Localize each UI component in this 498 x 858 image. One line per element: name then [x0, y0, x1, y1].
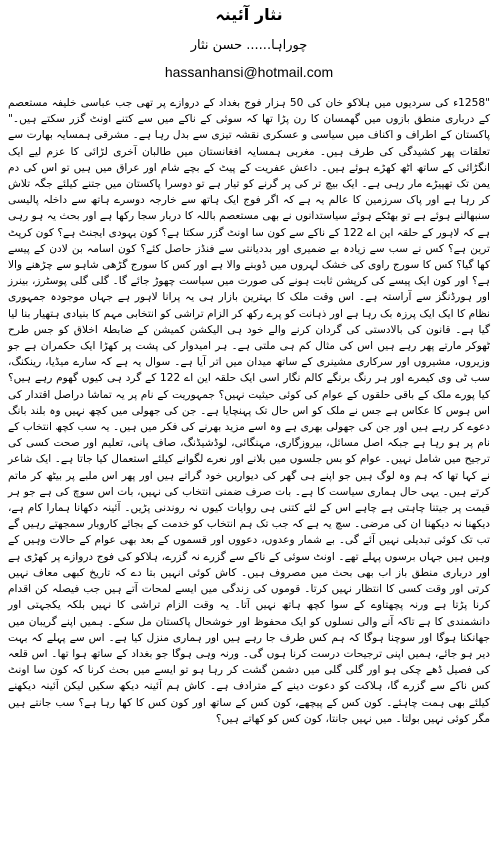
article-text: "1258ء کی سردیوں میں ہلاکو خان کی 50 ہزار فوج بغداد کے دروازے پر تھی جب عباسی خلیفہ مستعصم کے درباری منطق بازوں میں گھمسان کا رن پڑا تھا کہ سوئی کے ناکے میں سے کتنے اونٹ گزر سکتے ہیں۔" پاکستان کے اطراف و اکناف میں سیاسی و عسکری نقشہ تیزی سے بدل رہا ہے۔ مشرقی ہمسایہ بھارت سے تعلقات پھر کشیدگی کی طرف ہیں۔ مغربی ہمسایہ افغانستان میں طالبان آخری لڑائی کا عزم لیے ایک انگڑائی کے ساتھ اٹھ کھڑے ہوئے ہیں۔ داعش عفریت کے پیٹ کے بچے شام اور عراق میں ہیں تو اس کی دم یمن تک تھپیڑے مار رہی ہے۔ ایک بیچ تر کی پر گرنے کو تیار ہے تو دوسرا پاکستان میں جتنے کیلئے جگہ تلاش کر رہا ہے اور پاک سرزمین کا عالم یہ ہے کہ اگر فوج ایک ہاتھ سے خارجہ دوسرے ہاتھ سے داخلہ پالیسی سنبھالنے ہوئے ہے تو بھٹکے ہوئے سیاستدانوں نے بھی مستعصم باللہ کا دربار سجا رکھا ہے اور بحث یہ ہو رہی ہے کہ لاہور کے حلقہ این اے 122 کے ناکے سے کون سا اونٹ گزر سکتا ہے؟ کون یہودی ایجنٹ ہے؟ کون کرپٹ ترین ہے؟ کس نے سب سے زیادہ بے ضمیری اور بددیانتی سے فنڈز حاصل کئے؟ کون اسامہ بن لادن کے پیسے کھا گیا؟ کس کا سورج راوی کی خشک لہروں میں ڈوبنے والا ہے اور کس کا سورج گڑھی شاہو سے چڑھنے والا ہے؟ اور کون ایک پیسے کی کرپشن ثابت ہونے کی صورت میں سیاست چھوڑ جائے گا۔ گلی گلی پوسٹرز، بینرز اور ہورڈنگز سے آراستہ ہے۔ اس وقت ملک کا بہترین بازار ہی یہ پرانا لاہور ہے جہاں موجودہ جمہوری نظام کا ایک ایک پرزہ بک رہا ہے اور ذہانت کو پرے رکھ کر الزام تراشی کو انتخابی مہم کا بنیادی ہتھیار بنا لیا گیا ہے۔ قانون کی بالادستی کی گردان کرنے والے خود ہی الیکشن کمیشن کے ضابطۂ اخلاق کو جس طرح ٹھوکر مارتے پھر رہے ہیں اس کی مثال کم ہی ملتی ہے۔ ہر امیدوار کی پشت پر کھڑا ایک حکمران ہے جو وزیروں، مشیروں اور سرکاری مشینری کے ساتھ میدان میں اتر آیا ہے۔ سوال یہ ہے کہ سارے میڈیا، رینکنگ، سب ٹی وی کیمرے اور ہر رنگ برنگے کالم نگار اسی ایک حلقہ این اے 122 کے گرد ہی کیوں گھوم رہے ہیں؟ کیا پورے ملک کے باقی حلقوں کے عوام کی کوئی حیثیت نہیں؟ جمہوریت کے نام پر یہ تماشا دراصل اقتدار کی اس ہوس کا عکاس ہے جس نے ملک کو اس حال تک پہنچایا ہے۔ جن کی جھولی میں کچھ نہیں وہ بلند بانگ دعوے کر رہے ہیں اور جن کی جھولی بھری ہے وہ اسے مزید بھرنے کی فکر میں ہیں۔ یہ سب کچھ انتخاب کے نام پر ہو رہا ہے جبکہ اصل مسائل، بیروزگاری، مہنگائی، لوڈشیڈنگ، صاف پانی، تعلیم اور صحت کسی کی ترجیح میں شامل نہیں۔ عوام کو بس جلسوں میں بلانے اور نعرے لگوانے کیلئے استعمال کیا جاتا ہے۔ ایک شاعر نے کہا تھا کہ ہم وہ لوگ ہیں جو اپنے ہی گھر کی دیواریں خود گراتے ہیں اور پھر اس ملبے پر بیٹھ کر ماتم کرتے ہیں۔ یہی حال ہماری سیاست کا ہے۔ بات صرف ضمنی انتخاب کی نہیں، بات اس سوچ کی ہے جو ہر قیمت پر جیتنا چاہتی ہے چاہے اس کے لئے کتنی ہی روایات کیوں نہ روندنی پڑیں۔ آئینہ دکھانا ہمارا کام ہے، دیکھنا نہ دیکھنا ان کی مرضی۔ سچ یہ ہے کہ جب تک ہم انتخاب کو خدمت کے بجائے کاروبار سمجھتے رہیں گے تب تک کوئی تبدیلی نہیں آئے گی۔ بے شمار وعدوں، دعووں اور قسموں کے بعد بھی عوام کے حالات وہیں کے وہیں ہیں جہاں برسوں پہلے تھے۔ اونٹ سوئی کے ناکے سے گزرے نہ گزرے، ہلاکو کی فوج دروازے پر کھڑی ہے اور درباری منطق باز اب بھی بحث میں مصروف ہیں۔ کاش کوئی انہیں بتا دے کہ تاریخ کبھی معاف نہیں کرتی اور وقت کسی کا انتظار نہیں کرتا۔ قوموں کی زندگی میں ایسے لمحات آتے ہیں جب فیصلہ کن اقدام کرنا پڑتا ہے ورنہ پچھتاوے کے سوا کچھ ہاتھ نہیں آتا۔ یہ وقت الزام تراشی کا نہیں بلکہ یکجہتی اور دانشمندی کا ہے تاکہ آنے والی نسلوں کو ایک محفوظ اور خوشحال پاکستان مل سکے۔ ہمیں اپنے گریبان میں جھانکنا ہوگا اور سوچنا ہوگا کہ ہم کس طرف جا رہے ہیں اور ہماری منزل کیا ہے۔ اس سے پہلے کہ بہت دیر ہو جائے، ہمیں اپنی ترجیحات درست کرنا ہوں گی۔ ورنہ وہی ہوگا جو بغداد کے ساتھ ہوا تھا۔ اس قلعہ کی فصیل ڈھے چکی ہو اور گلی گلی میں دشمن گشت کر رہا ہو تو ایسے میں بحث کرنا کہ کون سا اونٹ کس ناکے سے گزرے گا، ہلاکت کو دعوت دینے کے مترادف ہے۔ کاش ہم آئینہ دیکھ سکیں لیکن آئینہ دیکھنے کیلئے بھی ہمت چاہئے۔ کون کس کے پیچھے، کون کس کے ساتھ اور کون کس کا کھا رہا ہے؟ سب جانتے ہیں مگر کوئی نہیں بولتا۔ میں نہیں جانتا، کون کس کو کھاتے ہیں؟	[8, 97, 491, 725]
column-header	[0, 0, 498, 81]
article-body	[8, 95, 490, 727]
column-title: نثار آئینہ	[215, 5, 283, 24]
author-email: hassanhansi@hotmail.com	[164, 64, 334, 80]
byline: چوراہا...... حسن نثار	[190, 38, 308, 53]
